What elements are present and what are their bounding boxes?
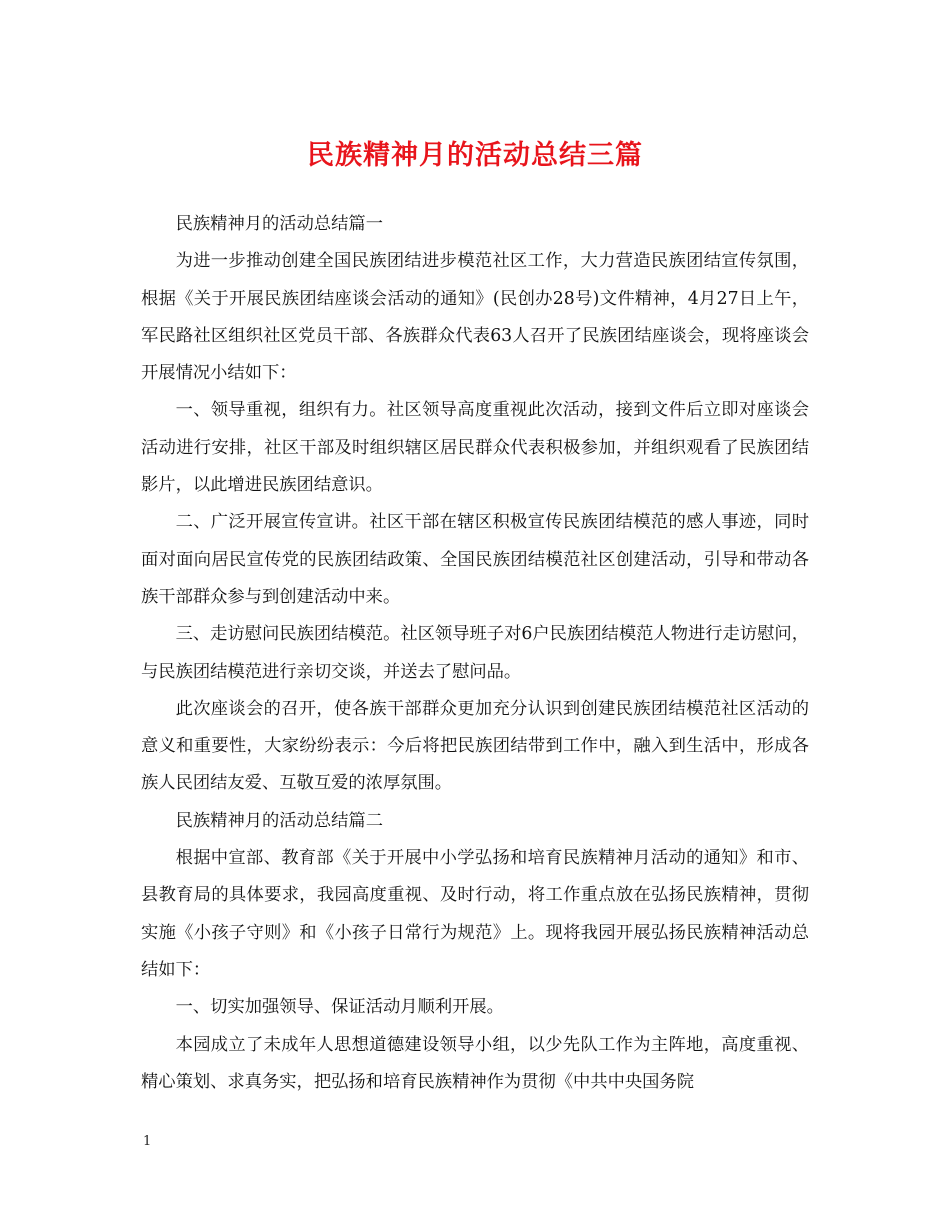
paragraph: 三、走访慰问民族团结模范。社区领导班子对6户民族团结模范人物进行走访慰问，与民族团结模范进行亲切交谈，并送去了慰问品。 <box>141 624 809 682</box>
document-body <box>141 206 809 1101</box>
paragraph: 根据中宣部、教育部《关于开展中小学弘扬和培育民族精神月活动的通知》和市、县教育局的具体要求，我园高度重视、及时行动，将工作重点放在弘扬民族精神，贯彻实施《小孩子守则》和《小孩子日常行为规范》上。现将我园开展弘扬民族精神活动总结如下： <box>141 848 809 980</box>
paragraph: 本园成立了未成年人思想道德建设领导小组，以少先队工作为主阵地，高度重视、精心策划、求真务实，把弘扬和培育民族精神作为贯彻《中共中央国务院 <box>141 1034 809 1092</box>
paragraph: 二、广泛开展宣传宣讲。社区干部在辖区积极宣传民族团结模范的感人事迹，同时面对面向居民宣传党的民族团结政策、全国民族团结模范社区创建活动，引导和带动各族干部群众参与到创建活动中来。 <box>141 512 809 607</box>
paragraph: 一、切实加强领导、保证活动月顺利开展。 <box>175 997 504 1018</box>
paragraph: 为进一步推动创建全国民族团结进步模范社区工作，大力营造民族团结宣传氛围，根据《关于开展民族团结座谈会活动的通知》(民创办28号)文件精神，4月27日上午，军民路社区组织社区党员干部、各族群众代表63人召开了民族团结座谈会，现将座谈会开展情况小结如下： <box>141 251 809 384</box>
paragraph: 民族精神月的活动总结篇二 <box>175 810 383 831</box>
paragraph: 民族精神月的活动总结篇一 <box>175 214 383 234</box>
page-number: 1 <box>143 1134 152 1149</box>
paragraph: 此次座谈会的召开，使各族干部群众更加充分认识到创建民族团结模范社区活动的意义和重要性，大家纷纷表示：今后将把民族团结带到工作中，融入到生活中，形成各族人民团结友爱、互敬互爱的浓厚氛围。 <box>141 698 809 794</box>
paragraph: 一、领导重视，组织有力。社区领导高度重视此次活动，接到文件后立即对座谈会活动进行安排，社区干部及时组织辖区居民群众代表积极参加，并组织观看了民族团结影片，以此增进民族团结意识。 <box>141 400 809 496</box>
document-title: 民族精神月的活动总结三篇 <box>307 140 643 171</box>
